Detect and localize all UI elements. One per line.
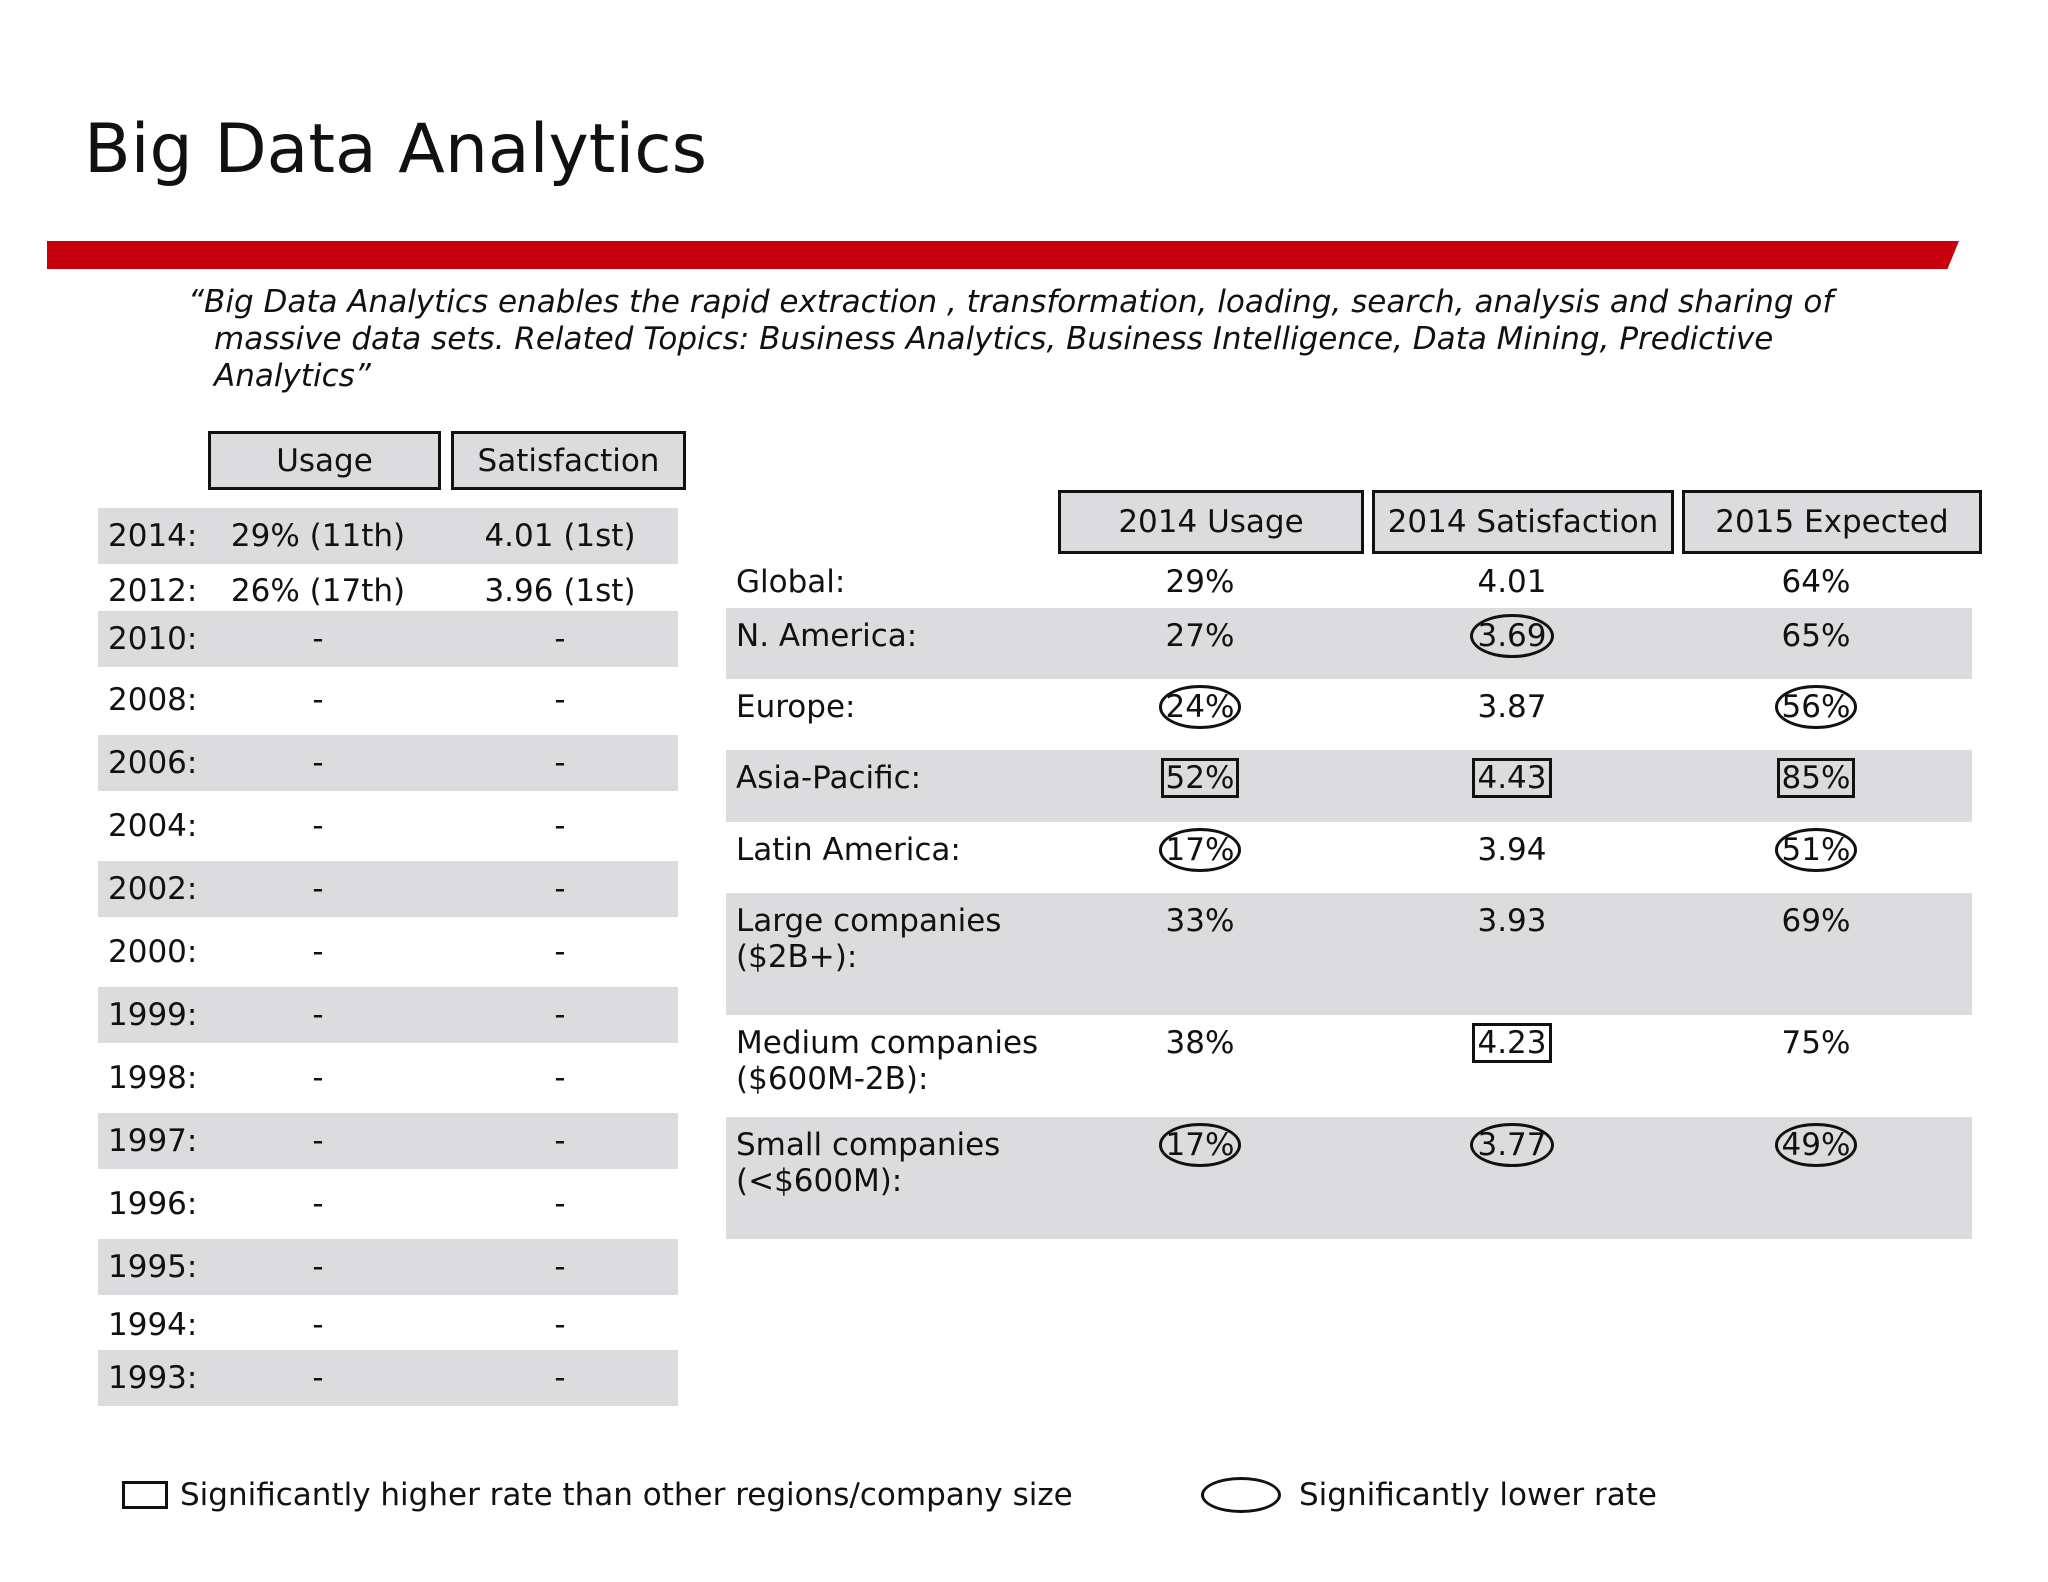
significance-circle-marker: 51%: [1775, 828, 1858, 872]
legend-lower-label: Significantly lower rate: [1299, 1477, 1657, 1513]
row-year: 2002:: [108, 871, 198, 907]
table-row: [98, 508, 678, 564]
row-year: 1996:: [108, 1186, 198, 1222]
legend-higher: [122, 1475, 1073, 1515]
row-satisfaction: -: [554, 808, 566, 844]
significance-square-marker: 52%: [1161, 758, 1240, 798]
row-label: Global:: [736, 564, 846, 600]
table-cell: [1726, 832, 1906, 868]
table-cell: [1110, 1127, 1290, 1163]
quote-line-1: “Big Data Analytics enables the rapid extraction , transformation, loading, search, analysis and sharing of: [188, 284, 1834, 320]
row-label: Europe:: [736, 689, 856, 725]
significance-circle-marker: 3.69: [1470, 614, 1553, 658]
table-cell: [1422, 903, 1602, 939]
table-cell: [1110, 564, 1290, 600]
cell-value: 65%: [1781, 618, 1851, 654]
table-cell: [1726, 760, 1906, 796]
row-year: 1995:: [108, 1249, 198, 1285]
table-row: [98, 1176, 678, 1232]
row-year: 2012:: [108, 573, 198, 609]
circle-marker-icon: [1201, 1477, 1281, 1513]
table-row: [726, 750, 1972, 822]
table-cell: [1422, 564, 1602, 600]
table-row: [726, 1117, 1972, 1239]
row-usage: -: [312, 1249, 324, 1285]
history-header-usage: Usage: [208, 431, 441, 490]
row-year: 1997:: [108, 1123, 198, 1159]
table-cell: [1726, 564, 1906, 600]
row-year: 2004:: [108, 808, 198, 844]
row-usage: -: [312, 682, 324, 718]
row-satisfaction: -: [554, 1123, 566, 1159]
region-header-2014-satisfaction: 2014 Satisfaction: [1372, 490, 1674, 554]
cell-value: 3.87: [1477, 689, 1547, 725]
quote-line-2: massive data sets. Related Topics: Business Analytics, Business Intelligence, Data Mining, Predictive: [214, 321, 1774, 357]
row-usage: -: [312, 1186, 324, 1222]
row-usage: -: [312, 1307, 324, 1343]
row-label: Small companies (<$600M):: [736, 1127, 1001, 1199]
table-row: [98, 1350, 678, 1406]
table-row: [98, 861, 678, 917]
significance-circle-marker: 49%: [1775, 1123, 1858, 1167]
row-satisfaction: -: [554, 1249, 566, 1285]
table-row: [726, 1015, 1972, 1117]
region-header-2014-usage: 2014 Usage: [1058, 490, 1364, 554]
row-label: Asia-Pacific:: [736, 760, 922, 796]
cell-value: 3.94: [1477, 832, 1547, 868]
row-satisfaction: -: [554, 621, 566, 657]
row-year: 1999:: [108, 997, 198, 1033]
row-year: 2014:: [108, 518, 198, 554]
legend-lower: [1201, 1475, 1657, 1515]
table-row: [726, 893, 1972, 1015]
table-row: [98, 798, 678, 854]
cell-value: 75%: [1781, 1025, 1851, 1061]
table-row: [98, 1239, 678, 1295]
table-cell: [1726, 903, 1906, 939]
row-year: 2010:: [108, 621, 198, 657]
row-usage: -: [312, 808, 324, 844]
cell-value: 27%: [1165, 618, 1235, 654]
significance-square-marker: 85%: [1777, 758, 1856, 798]
row-label: Large companies ($2B+):: [736, 903, 1002, 975]
table-cell: [1422, 618, 1602, 654]
table-cell: [1726, 618, 1906, 654]
significance-circle-marker: 17%: [1159, 828, 1242, 872]
table-cell: [1726, 1025, 1906, 1061]
row-satisfaction: -: [554, 871, 566, 907]
significance-circle-marker: 24%: [1159, 685, 1242, 729]
row-year: 1994:: [108, 1307, 198, 1343]
cell-value: 4.01: [1477, 564, 1547, 600]
cell-value: 33%: [1165, 903, 1235, 939]
row-usage: -: [312, 1360, 324, 1396]
table-cell: [1110, 832, 1290, 868]
row-satisfaction: -: [554, 1186, 566, 1222]
table-row: [726, 554, 1972, 608]
table-cell: [1726, 1127, 1906, 1163]
table-row: [726, 679, 1972, 750]
table-row: [98, 987, 678, 1043]
significance-circle-marker: 17%: [1159, 1123, 1242, 1167]
row-label: Latin America:: [736, 832, 961, 868]
table-row: [98, 1050, 678, 1106]
row-usage: -: [312, 1123, 324, 1159]
cell-value: 38%: [1165, 1025, 1235, 1061]
cell-value: 64%: [1781, 564, 1851, 600]
table-row: [98, 924, 678, 980]
significance-circle-marker: 3.77: [1470, 1123, 1553, 1167]
row-year: 2008:: [108, 682, 198, 718]
table-row: [726, 822, 1972, 893]
significance-square-marker: 4.23: [1472, 1023, 1551, 1063]
row-usage: 29% (11th): [230, 518, 406, 554]
significance-circle-marker: 56%: [1775, 685, 1858, 729]
row-year: 1993:: [108, 1360, 198, 1396]
table-cell: [1422, 1025, 1602, 1061]
row-usage: -: [312, 997, 324, 1033]
table-cell: [1110, 903, 1290, 939]
table-cell: [1726, 689, 1906, 725]
row-year: 2000:: [108, 934, 198, 970]
region-header-2015-expected: 2015 Expected: [1682, 490, 1982, 554]
table-cell: [1422, 760, 1602, 796]
legend-higher-label: Significantly higher rate than other regions/company size: [180, 1477, 1073, 1513]
cell-value: 3.93: [1477, 903, 1547, 939]
row-satisfaction: -: [554, 682, 566, 718]
table-cell: [1110, 760, 1290, 796]
row-usage: -: [312, 621, 324, 657]
table-cell: [1110, 1025, 1290, 1061]
table-row: [98, 611, 678, 667]
table-row: [98, 672, 678, 728]
square-marker-icon: [122, 1481, 168, 1509]
row-year: 1998:: [108, 1060, 198, 1096]
page-title: Big Data Analytics: [84, 110, 708, 189]
row-usage: -: [312, 745, 324, 781]
row-satisfaction: -: [554, 1360, 566, 1396]
table-cell: [1110, 689, 1290, 725]
row-label: N. America:: [736, 618, 918, 654]
row-year: 2006:: [108, 745, 198, 781]
row-label: Medium companies ($600M-2B):: [736, 1025, 1039, 1097]
cell-value: 69%: [1781, 903, 1851, 939]
table-cell: [1110, 618, 1290, 654]
row-usage: 26% (17th): [230, 573, 406, 609]
row-satisfaction: -: [554, 934, 566, 970]
row-satisfaction: 3.96 (1st): [484, 573, 636, 609]
table-cell: [1422, 1127, 1602, 1163]
row-usage: -: [312, 934, 324, 970]
row-satisfaction: -: [554, 997, 566, 1033]
row-satisfaction: -: [554, 745, 566, 781]
table-row: [98, 1113, 678, 1169]
row-usage: -: [312, 871, 324, 907]
row-usage: -: [312, 1060, 324, 1096]
row-satisfaction: 4.01 (1st): [484, 518, 636, 554]
table-row: [726, 608, 1972, 679]
table-row: [98, 1297, 678, 1353]
table-cell: [1422, 832, 1602, 868]
cell-value: 29%: [1165, 564, 1235, 600]
definition-quote: [188, 284, 1888, 395]
history-header-satisfaction: Satisfaction: [451, 431, 686, 490]
row-satisfaction: -: [554, 1307, 566, 1343]
table-row: [98, 735, 678, 791]
title-divider-bar: [47, 241, 1959, 269]
significance-square-marker: 4.43: [1472, 758, 1551, 798]
table-cell: [1422, 689, 1602, 725]
row-satisfaction: -: [554, 1060, 566, 1096]
quote-line-3: Analytics”: [214, 358, 371, 394]
